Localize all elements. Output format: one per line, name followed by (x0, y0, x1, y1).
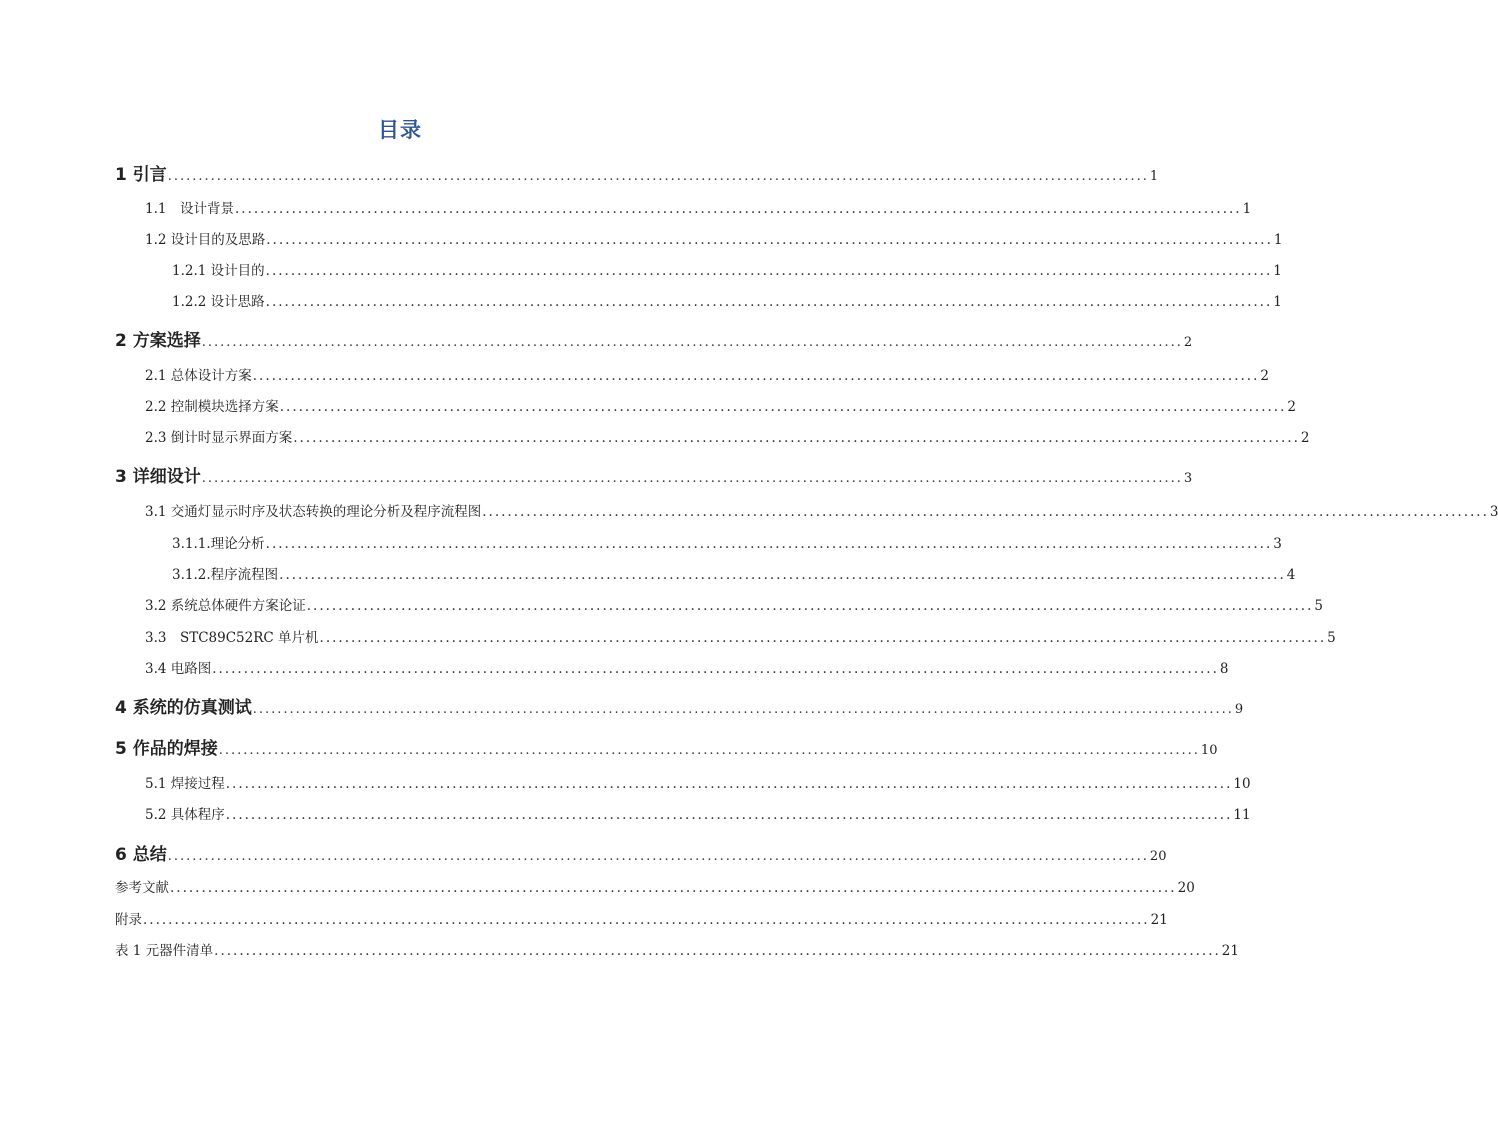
dot-leader: ................................................................................................................................................................ (266, 232, 1273, 248)
dot-leader: ................................................................................................................................................................ (218, 743, 1200, 758)
toc-entry-label: 1.2.1 设计目的 (172, 263, 265, 279)
toc-page-number: 1 (1273, 263, 1282, 279)
toc-entry-label: 3.4 电路图 (145, 661, 212, 677)
toc-entry[interactable] (115, 939, 1239, 959)
toc-entry[interactable] (115, 876, 1195, 896)
toc-entry-label: 3.3 STC89C52RC 单片机 (145, 630, 319, 646)
toc-entry-label: 4 系统的仿真测试 (115, 698, 252, 718)
toc-page-number: 2 (1287, 399, 1296, 415)
toc-entry-label: 3.2 系统总体硬件方案论证 (145, 598, 306, 614)
toc-entry[interactable] (172, 532, 1282, 552)
dot-leader: ................................................................................................................................................................ (265, 263, 1273, 279)
toc-page-number: 21 (1221, 943, 1239, 959)
toc-entry-label: 2.2 控制模块选择方案 (145, 399, 279, 415)
dot-leader: ................................................................................................................................................................ (265, 536, 1273, 552)
dot-leader: ................................................................................................................................................................ (170, 880, 1177, 896)
dot-leader: ................................................................................................................................................................ (201, 471, 1183, 486)
toc-entry-label: 附录 (115, 912, 142, 928)
dot-leader: ................................................................................................................................................................ (293, 430, 1300, 446)
toc-entry[interactable] (145, 594, 1323, 614)
toc-page-number: 5 (1327, 630, 1336, 646)
dot-leader: ................................................................................................................................................................ (225, 776, 1233, 792)
dot-leader: ................................................................................................................................................................ (234, 201, 1242, 217)
dot-leader: ................................................................................................................................................................ (212, 661, 1219, 677)
toc-page-number: 2 (1260, 368, 1269, 384)
toc-entry[interactable] (115, 908, 1168, 928)
dot-leader: ................................................................................................................................................................ (167, 849, 1149, 864)
toc-entry[interactable] (145, 657, 1229, 677)
toc-entry[interactable] (145, 426, 1310, 446)
toc-entry[interactable] (145, 197, 1252, 217)
toc-entry[interactable] (145, 803, 1251, 823)
toc-entry[interactable] (115, 734, 1218, 759)
toc-page-number: 20 (1149, 849, 1167, 864)
toc-entry-label: 1.1 设计背景 (145, 201, 234, 217)
toc-entry[interactable] (115, 160, 1159, 185)
toc-entry-label: 5.1 焊接过程 (145, 776, 225, 792)
toc-entry-label: 3.1.1.理论分析 (172, 536, 265, 552)
toc-entry[interactable] (172, 290, 1282, 310)
toc-page-number: 1 (1149, 169, 1159, 184)
toc-entry-label: 1.2.2 设计思路 (172, 294, 265, 310)
toc-page-number: 5 (1314, 598, 1323, 614)
toc-entry-label: 2.3 倒计时显示界面方案 (145, 430, 293, 446)
dot-leader: ................................................................................................................................................................ (252, 368, 1260, 384)
dot-leader: ................................................................................................................................................................ (265, 294, 1273, 310)
toc-page-number: 20 (1177, 880, 1195, 896)
dot-leader: ................................................................................................................................................................ (306, 598, 1314, 614)
toc-page-number: 1 (1273, 294, 1282, 310)
toc-page-number: 2 (1300, 430, 1310, 446)
toc-entry-label: 1 引言 (115, 165, 167, 185)
dot-leader: ................................................................................................................................................................ (279, 567, 1286, 583)
toc-entry[interactable] (145, 395, 1296, 415)
toc-page-number: 10 (1200, 743, 1218, 758)
toc-page-number: 3 (1273, 536, 1282, 552)
dot-leader: ................................................................................................................................................................ (319, 630, 1327, 646)
dot-leader: ................................................................................................................................................................ (279, 399, 1287, 415)
toc-page-number: 4 (1286, 567, 1296, 583)
toc-entry[interactable] (172, 563, 1296, 583)
toc-page-number: 11 (1233, 807, 1251, 823)
toc-entry[interactable] (145, 364, 1269, 384)
toc-page-number: 9 (1234, 702, 1244, 717)
toc-entry-label: 5.2 具体程序 (145, 807, 225, 823)
toc-title: 目录 (378, 118, 422, 142)
toc-page-number: 2 (1183, 335, 1193, 350)
toc-entry[interactable] (115, 840, 1167, 865)
toc-entry-label: 参考文献 (115, 880, 169, 896)
toc-entry[interactable] (115, 693, 1244, 718)
toc-entry-label: 1.2 设计目的及思路 (145, 232, 266, 248)
toc-entry[interactable] (145, 772, 1251, 792)
toc-entry-label: 3.1.2.程序流程图 (172, 567, 279, 583)
dot-leader: ................................................................................................................................................................ (143, 912, 1150, 928)
toc-entry-label: 6 总结 (115, 845, 167, 865)
toc-entry[interactable] (145, 228, 1283, 248)
toc-entry-label: 5 作品的焊接 (115, 739, 218, 759)
toc-entry[interactable] (172, 259, 1282, 279)
toc-page-number: 10 (1233, 776, 1251, 792)
toc-entry[interactable] (115, 462, 1193, 487)
toc-page-number: 1 (1242, 201, 1252, 217)
dot-leader: ................................................................................................................................................................ (252, 702, 1234, 717)
toc-entry-label: 3 详细设计 (115, 467, 201, 487)
toc-page-number: 21 (1150, 912, 1168, 928)
toc-page-number: 3 (1183, 471, 1193, 486)
dot-leader: ................................................................................................................................................................ (225, 807, 1233, 823)
toc-entry[interactable] (115, 326, 1193, 351)
toc-entry-label: 表 1 元器件清单 (115, 943, 214, 959)
dot-leader: ................................................................................................................................................................ (201, 335, 1183, 350)
toc-entry-label: 3.1 交通灯显示时序及状态转换的理论分析及程序流程图 (145, 504, 482, 520)
toc-page-number: 8 (1219, 661, 1229, 677)
toc-entry-label: 2.1 总体设计方案 (145, 368, 252, 384)
toc-entry[interactable] (145, 500, 1498, 520)
toc-page-number: 1 (1273, 232, 1283, 248)
toc-entry-label: 2 方案选择 (115, 331, 201, 351)
dot-leader: ................................................................................................................................................................ (167, 169, 1149, 184)
dot-leader: ................................................................................................................................................................ (214, 943, 1221, 959)
toc-entry[interactable] (145, 626, 1336, 646)
toc-page-number: 3 (1489, 504, 1498, 520)
dot-leader: ................................................................................................................................................................ (482, 504, 1489, 520)
